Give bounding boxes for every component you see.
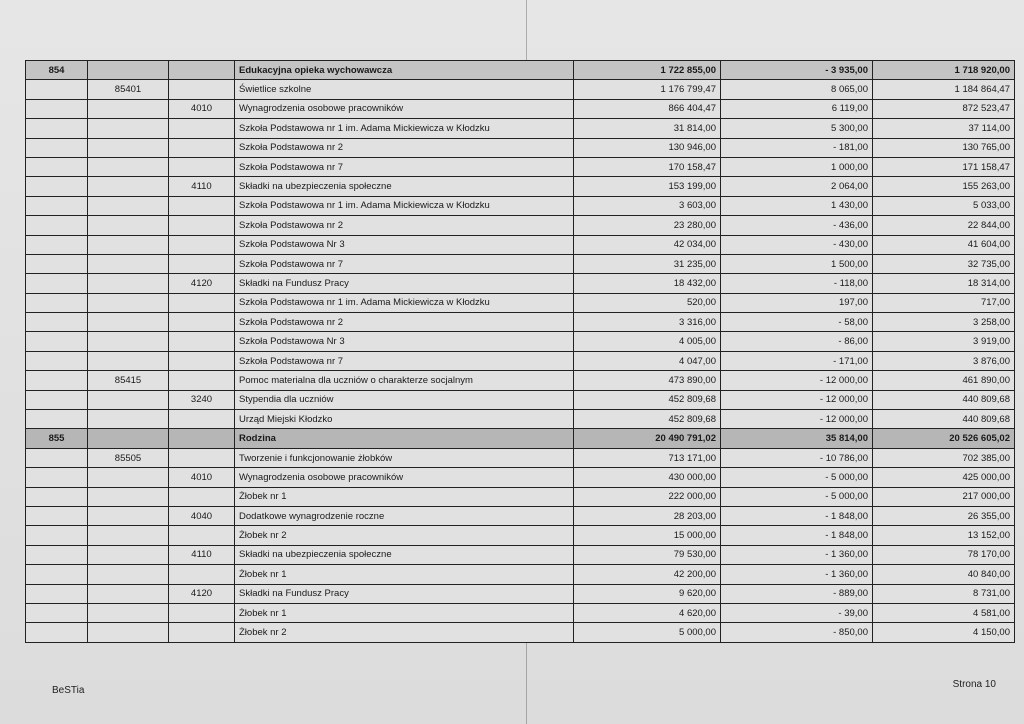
dzial-cell [26,80,88,99]
change-cell: 2 064,00 [721,177,873,196]
table-row [26,526,1015,545]
rozdzial-cell [88,468,169,487]
change-cell: 1 500,00 [721,254,873,273]
table-row [26,623,1015,642]
dzial-cell [26,351,88,370]
plan-after-cell: 872 523,47 [873,99,1015,118]
description-cell: Żłobek nr 2 [235,526,574,545]
paragraf-cell [169,61,235,80]
plan-before-cell: 1 176 799,47 [574,80,721,99]
dzial-cell [26,254,88,273]
change-cell: - 1 360,00 [721,545,873,564]
change-cell: - 39,00 [721,603,873,622]
rozdzial-cell [88,157,169,176]
paragraf-cell: 3240 [169,390,235,409]
rozdzial-cell [88,313,169,332]
plan-after-cell: 41 604,00 [873,235,1015,254]
paragraf-cell [169,157,235,176]
table-row [26,545,1015,564]
change-cell: - 12 000,00 [721,371,873,390]
plan-before-cell: 79 530,00 [574,545,721,564]
plan-before-cell: 520,00 [574,293,721,312]
paragraf-cell [169,293,235,312]
dzial-cell: 854 [26,61,88,80]
description-cell: Szkoła Podstawowa nr 7 [235,351,574,370]
rozdzial-cell [88,429,169,448]
table-row [26,487,1015,506]
table-row [26,99,1015,118]
change-cell: - 5 000,00 [721,468,873,487]
table-row [26,313,1015,332]
rozdzial-cell [88,235,169,254]
description-cell: Szkoła Podstawowa nr 2 [235,313,574,332]
table-row [26,410,1015,429]
plan-before-cell: 4 047,00 [574,351,721,370]
paragraf-cell: 4010 [169,468,235,487]
plan-before-cell: 4 005,00 [574,332,721,351]
plan-before-cell: 18 432,00 [574,274,721,293]
paragraf-cell [169,410,235,429]
rozdzial-cell [88,119,169,138]
change-cell: - 171,00 [721,351,873,370]
plan-after-cell: 3 876,00 [873,351,1015,370]
rozdzial-cell [88,274,169,293]
table-row [26,565,1015,584]
plan-after-cell: 1 184 864,47 [873,80,1015,99]
budget-table [25,60,1015,643]
description-cell: Tworzenie i funkcjonowanie żłobków [235,448,574,467]
rozdzial-cell [88,61,169,80]
table-row [26,119,1015,138]
dzial-cell: 855 [26,429,88,448]
dzial-cell [26,390,88,409]
change-cell: - 1 360,00 [721,565,873,584]
change-cell: - 889,00 [721,584,873,603]
description-cell: Szkoła Podstawowa nr 7 [235,254,574,273]
plan-after-cell: 461 890,00 [873,371,1015,390]
rozdzial-cell: 85505 [88,448,169,467]
rozdzial-cell [88,332,169,351]
rozdzial-cell [88,196,169,215]
dzial-cell [26,603,88,622]
description-cell: Szkoła Podstawowa nr 2 [235,138,574,157]
table-row [26,157,1015,176]
plan-before-cell: 153 199,00 [574,177,721,196]
description-cell: Świetlice szkolne [235,80,574,99]
table-row [26,468,1015,487]
paragraf-cell [169,216,235,235]
table-row [26,584,1015,603]
change-cell: 8 065,00 [721,80,873,99]
dzial-cell [26,506,88,525]
description-cell: Szkoła Podstawowa nr 7 [235,157,574,176]
paragraf-cell [169,526,235,545]
dzial-cell [26,293,88,312]
rozdzial-cell [88,216,169,235]
plan-before-cell: 1 722 855,00 [574,61,721,80]
plan-after-cell: 717,00 [873,293,1015,312]
plan-after-cell: 440 809,68 [873,390,1015,409]
table-row [26,603,1015,622]
dzial-cell [26,410,88,429]
table-row [26,216,1015,235]
dzial-cell [26,119,88,138]
plan-after-cell: 20 526 605,02 [873,429,1015,448]
paragraf-cell: 4110 [169,177,235,196]
plan-before-cell: 15 000,00 [574,526,721,545]
table-row [26,274,1015,293]
change-cell: - 430,00 [721,235,873,254]
plan-after-cell: 217 000,00 [873,487,1015,506]
paragraf-cell [169,313,235,332]
table-row [26,177,1015,196]
paragraf-cell [169,119,235,138]
rozdzial-cell [88,565,169,584]
plan-after-cell: 18 314,00 [873,274,1015,293]
dzial-cell [26,157,88,176]
plan-after-cell: 702 385,00 [873,448,1015,467]
paragraf-cell [169,429,235,448]
dzial-cell [26,623,88,642]
dzial-cell [26,565,88,584]
rozdzial-cell [88,526,169,545]
change-cell: 1 430,00 [721,196,873,215]
change-cell: - 850,00 [721,623,873,642]
plan-before-cell: 5 000,00 [574,623,721,642]
description-cell: Szkoła Podstawowa Nr 3 [235,235,574,254]
change-cell: 5 300,00 [721,119,873,138]
paragraf-cell [169,235,235,254]
plan-after-cell: 425 000,00 [873,468,1015,487]
table-row [26,332,1015,351]
dzial-cell [26,468,88,487]
table-row [26,371,1015,390]
plan-after-cell: 3 258,00 [873,313,1015,332]
dzial-cell [26,274,88,293]
plan-after-cell: 26 355,00 [873,506,1015,525]
change-cell: 197,00 [721,293,873,312]
plan-after-cell: 22 844,00 [873,216,1015,235]
dzial-cell [26,99,88,118]
paragraf-cell: 4120 [169,584,235,603]
paragraf-cell [169,351,235,370]
table-row [26,235,1015,254]
rozdzial-cell [88,293,169,312]
description-cell: Szkoła Podstawowa Nr 3 [235,332,574,351]
dzial-cell [26,526,88,545]
plan-after-cell: 3 919,00 [873,332,1015,351]
change-cell: - 436,00 [721,216,873,235]
paragraf-cell [169,565,235,584]
rozdzial-cell [88,410,169,429]
plan-before-cell: 713 171,00 [574,448,721,467]
paragraf-cell [169,80,235,99]
plan-before-cell: 42 034,00 [574,235,721,254]
plan-after-cell: 1 718 920,00 [873,61,1015,80]
description-cell: Urząd Miejski Kłodzko [235,410,574,429]
change-cell: 1 000,00 [721,157,873,176]
description-cell: Żłobek nr 1 [235,487,574,506]
change-cell: - 12 000,00 [721,390,873,409]
dzial-cell [26,487,88,506]
paragraf-cell [169,196,235,215]
rozdzial-cell [88,177,169,196]
table-row [26,448,1015,467]
dzial-cell [26,448,88,467]
description-cell: Żłobek nr 2 [235,623,574,642]
change-cell: - 10 786,00 [721,448,873,467]
rozdzial-cell [88,603,169,622]
description-cell: Rodzina [235,429,574,448]
table-row [26,138,1015,157]
plan-after-cell: 171 158,47 [873,157,1015,176]
rozdzial-cell [88,99,169,118]
rozdzial-cell [88,506,169,525]
description-cell: Składki na Fundusz Pracy [235,584,574,603]
description-cell: Szkoła Podstawowa nr 2 [235,216,574,235]
rozdzial-cell [88,390,169,409]
paragraf-cell [169,138,235,157]
plan-after-cell: 5 033,00 [873,196,1015,215]
plan-after-cell: 4 150,00 [873,623,1015,642]
dzial-cell [26,235,88,254]
plan-before-cell: 170 158,47 [574,157,721,176]
change-cell: - 12 000,00 [721,410,873,429]
footer-page-number: Strona 10 [952,679,996,690]
dzial-cell [26,177,88,196]
change-cell: - 181,00 [721,138,873,157]
plan-before-cell: 42 200,00 [574,565,721,584]
dzial-cell [26,332,88,351]
paragraf-cell: 4010 [169,99,235,118]
plan-before-cell: 222 000,00 [574,487,721,506]
description-cell: Stypendia dla uczniów [235,390,574,409]
plan-before-cell: 866 404,47 [574,99,721,118]
change-cell: - 3 935,00 [721,61,873,80]
dzial-cell [26,196,88,215]
plan-after-cell: 78 170,00 [873,545,1015,564]
plan-before-cell: 31 235,00 [574,254,721,273]
table-row [26,506,1015,525]
plan-after-cell: 130 765,00 [873,138,1015,157]
rozdzial-cell [88,545,169,564]
description-cell: Składki na ubezpieczenia społeczne [235,177,574,196]
paragraf-cell [169,487,235,506]
plan-before-cell: 430 000,00 [574,468,721,487]
table-row [26,293,1015,312]
plan-before-cell: 473 890,00 [574,371,721,390]
plan-before-cell: 452 809,68 [574,390,721,409]
plan-after-cell: 4 581,00 [873,603,1015,622]
plan-after-cell: 8 731,00 [873,584,1015,603]
description-cell: Dodatkowe wynagrodzenie roczne [235,506,574,525]
rozdzial-cell: 85401 [88,80,169,99]
paragraf-cell [169,448,235,467]
rozdzial-cell [88,351,169,370]
plan-before-cell: 31 814,00 [574,119,721,138]
table-row [26,254,1015,273]
change-cell: - 58,00 [721,313,873,332]
change-cell: - 1 848,00 [721,506,873,525]
dzial-cell [26,584,88,603]
plan-after-cell: 32 735,00 [873,254,1015,273]
paragraf-cell [169,332,235,351]
dzial-cell [26,371,88,390]
plan-after-cell: 37 114,00 [873,119,1015,138]
plan-before-cell: 28 203,00 [574,506,721,525]
table-row [26,80,1015,99]
description-cell: Wynagrodzenia osobowe pracowników [235,468,574,487]
plan-before-cell: 452 809,68 [574,410,721,429]
plan-before-cell: 3 603,00 [574,196,721,215]
plan-before-cell: 20 490 791,02 [574,429,721,448]
description-cell: Pomoc materialna dla uczniów o charakterze socjalnym [235,371,574,390]
description-cell: Edukacyjna opieka wychowawcza [235,61,574,80]
plan-before-cell: 23 280,00 [574,216,721,235]
description-cell: Szkoła Podstawowa nr 1 im. Adama Mickiewicza w Kłodzku [235,293,574,312]
table-row [26,429,1015,448]
rozdzial-cell [88,487,169,506]
paragraf-cell: 4040 [169,506,235,525]
description-cell: Szkoła Podstawowa nr 1 im. Adama Mickiewicza w Kłodzku [235,119,574,138]
dzial-cell [26,138,88,157]
description-cell: Składki na ubezpieczenia społeczne [235,545,574,564]
footer-software-name: BeSTia [52,685,85,696]
table-row [26,196,1015,215]
plan-before-cell: 4 620,00 [574,603,721,622]
paragraf-cell [169,371,235,390]
plan-after-cell: 155 263,00 [873,177,1015,196]
change-cell: - 1 848,00 [721,526,873,545]
paragraf-cell [169,254,235,273]
change-cell: 35 814,00 [721,429,873,448]
rozdzial-cell [88,254,169,273]
rozdzial-cell [88,584,169,603]
description-cell: Żłobek nr 1 [235,603,574,622]
change-cell: - 86,00 [721,332,873,351]
table-row [26,390,1015,409]
description-cell: Wynagrodzenia osobowe pracowników [235,99,574,118]
plan-after-cell: 13 152,00 [873,526,1015,545]
paragraf-cell [169,603,235,622]
budget-table-body [26,61,1015,643]
dzial-cell [26,545,88,564]
description-cell: Szkoła Podstawowa nr 1 im. Adama Mickiewicza w Kłodzku [235,196,574,215]
dzial-cell [26,313,88,332]
plan-before-cell: 130 946,00 [574,138,721,157]
rozdzial-cell: 85415 [88,371,169,390]
change-cell: 6 119,00 [721,99,873,118]
change-cell: - 5 000,00 [721,487,873,506]
table-row [26,351,1015,370]
table-row [26,61,1015,80]
paragraf-cell [169,623,235,642]
change-cell: - 118,00 [721,274,873,293]
rozdzial-cell [88,623,169,642]
plan-before-cell: 9 620,00 [574,584,721,603]
paragraf-cell: 4110 [169,545,235,564]
dzial-cell [26,216,88,235]
description-cell: Żłobek nr 1 [235,565,574,584]
plan-after-cell: 40 840,00 [873,565,1015,584]
description-cell: Składki na Fundusz Pracy [235,274,574,293]
plan-after-cell: 440 809,68 [873,410,1015,429]
plan-before-cell: 3 316,00 [574,313,721,332]
paragraf-cell: 4120 [169,274,235,293]
rozdzial-cell [88,138,169,157]
